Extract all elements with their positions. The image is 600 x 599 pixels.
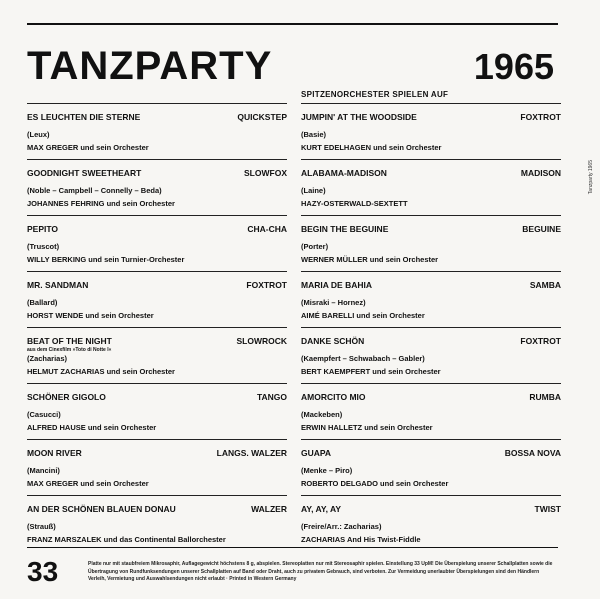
track-orchestra: ROBERTO DELGADO und sein Orchester: [301, 479, 449, 488]
dance-style: LANGS. WALZER: [216, 448, 287, 458]
track-orchestra: WERNER MÜLLER und sein Orchester: [301, 255, 439, 264]
track-item: [27, 495, 287, 551]
track-title: BEAT OF THE NIGHT: [27, 336, 112, 346]
track-item: [301, 215, 561, 271]
track-orchestra: ZACHARIAS And His Twist-Fiddle: [301, 535, 421, 544]
dance-style: SLOWFOX: [244, 168, 287, 178]
track-orchestra: WILLY BERKING und sein Turnier-Orchester: [27, 255, 185, 264]
track-note: aus dem Cinexfilm »Toto di Notte I«: [27, 347, 112, 353]
track-composer: (Truscot): [27, 242, 60, 251]
track-orchestra: JOHANNES FEHRING und sein Orchester: [27, 199, 175, 208]
track-composer: (Laine): [301, 186, 326, 195]
track-item: [301, 495, 561, 551]
track-orchestra: AIMÉ BARELLI und sein Orchester: [301, 311, 425, 320]
track-composer: (Leux): [27, 130, 50, 139]
dance-style: BOSSA NOVA: [504, 448, 561, 458]
track-composer: (Kaempfert – Schwabach – Gabler): [301, 354, 425, 363]
track-item: [301, 439, 561, 495]
track-composer: (Menke – Piro): [301, 466, 353, 475]
dance-style: FOXTROT: [520, 112, 561, 122]
track-title: MOON RIVER: [27, 448, 82, 458]
track-composer: (Mackeben): [301, 410, 343, 419]
track-item: [301, 383, 561, 439]
top-rule: [27, 23, 558, 25]
track-title: MR. SANDMAN: [27, 280, 89, 290]
fine-print: Platte nur mit staubfreiem Mikrosaphir, Auflagegewicht höchstens 8 g, abspielen. Stereoplatten nur mit Stereosaphir spielen. Einstellung 33 UpM! Die Überspielung unserer Schallplatten sowie die Übertragung von Rundfunksendungen unserer Schallplatten auf Band oder Draht, auch zu privatem Gebrauch, sind verboten. Zur Vermeidung unerlaubter Überspielungen sind den Händlern Verleih, Vermietung und Auswahlsendungen nicht erlaubt · Printed in Western Germany: [88, 561, 553, 582]
track-title: DANKE SCHÖN: [301, 336, 365, 346]
dance-style: FOXTROT: [246, 280, 287, 290]
album-year: 1965: [473, 46, 554, 87]
right-tracklist: [301, 103, 561, 551]
track-item: [301, 159, 561, 215]
track-title: GUAPA: [301, 448, 332, 458]
dance-style: CHA-CHA: [247, 224, 287, 234]
dance-style: WALZER: [251, 504, 287, 514]
track-item: [27, 439, 287, 495]
track-title: GOODNIGHT SWEETHEART: [27, 168, 142, 178]
track-composer: (Porter): [301, 242, 329, 251]
dance-style: SLOWROCK: [236, 336, 287, 346]
track-orchestra: MAX GREGER und sein Orchester: [27, 143, 149, 152]
track-orchestra: HAZY-OSTERWALD-SEXTETT: [301, 199, 408, 208]
track-orchestra: MAX GREGER und sein Orchester: [27, 479, 149, 488]
left-tracklist: [27, 103, 287, 551]
track-composer: (Mancini): [27, 466, 60, 475]
track-title: ALABAMA-MADISON: [301, 168, 387, 178]
track-item: [27, 271, 287, 327]
track-item: [27, 215, 287, 271]
dance-style: TWIST: [534, 504, 561, 514]
track-item: [301, 327, 561, 383]
track-orchestra: ALFRED HAUSE und sein Orchester: [27, 423, 157, 432]
track-title: AMORCITO MIO: [301, 392, 366, 402]
track-composer: (Casucci): [27, 410, 61, 419]
track-composer: (Ballard): [27, 298, 58, 307]
dance-style: TANGO: [256, 392, 287, 402]
album-subtitle: SPITZENORCHESTER SPIELEN AUF: [301, 90, 449, 99]
dance-style: RUMBA: [529, 392, 561, 402]
track-orchestra: ERWIN HALLETZ und sein Orchester: [301, 423, 433, 432]
bottom-rule: [27, 547, 558, 548]
dance-style: BEGUINE: [522, 224, 561, 234]
track-composer: (Strauß): [27, 522, 56, 531]
track-orchestra: HORST WENDE und sein Orchester: [27, 311, 154, 320]
track-title: SCHÖNER GIGOLO: [27, 392, 106, 402]
spine-text: Tanzparty 1965: [588, 160, 594, 195]
dance-style: QUICKSTEP: [237, 112, 287, 122]
track-composer: (Zacharias): [27, 354, 68, 363]
record-number: 33: [27, 556, 59, 587]
track-orchestra: KURT EDELHAGEN und sein Orchester: [301, 143, 442, 152]
track-title: BEGIN THE BEGUINE: [301, 224, 389, 234]
track-title: JUMPIN' AT THE WOODSIDE: [301, 112, 417, 122]
dance-style: MADISON: [520, 168, 561, 178]
track-composer: (Basie): [301, 130, 327, 139]
track-orchestra: FRANZ MARSZALEK und das Continental Ballorchester: [27, 535, 226, 544]
track-item: [301, 103, 561, 159]
track-item: [27, 159, 287, 215]
dance-style: FOXTROT: [520, 336, 561, 346]
track-item: [27, 327, 287, 383]
track-title: MARIA DE BAHIA: [301, 280, 372, 290]
track-composer: (Noble – Campbell – Connelly – Beda): [27, 186, 162, 195]
track-title: PEPITO: [27, 224, 59, 234]
track-orchestra: BERT KAEMPFERT und sein Orchester: [301, 367, 441, 376]
album-title: TANZPARTY: [27, 44, 273, 88]
track-title: ES LEUCHTEN DIE STERNE: [27, 112, 141, 122]
track-item: [27, 383, 287, 439]
track-composer: (Misraki – Hornez): [301, 298, 366, 307]
dance-style: SAMBA: [529, 280, 561, 290]
track-orchestra: HELMUT ZACHARIAS und sein Orchester: [27, 367, 175, 376]
track-title: AY, AY, AY: [301, 504, 342, 514]
track-item: [27, 103, 287, 159]
track-item: [301, 271, 561, 327]
track-composer: (Freire/Arr.: Zacharias): [301, 522, 382, 531]
track-title: AN DER SCHÖNEN BLAUEN DONAU: [27, 504, 176, 514]
